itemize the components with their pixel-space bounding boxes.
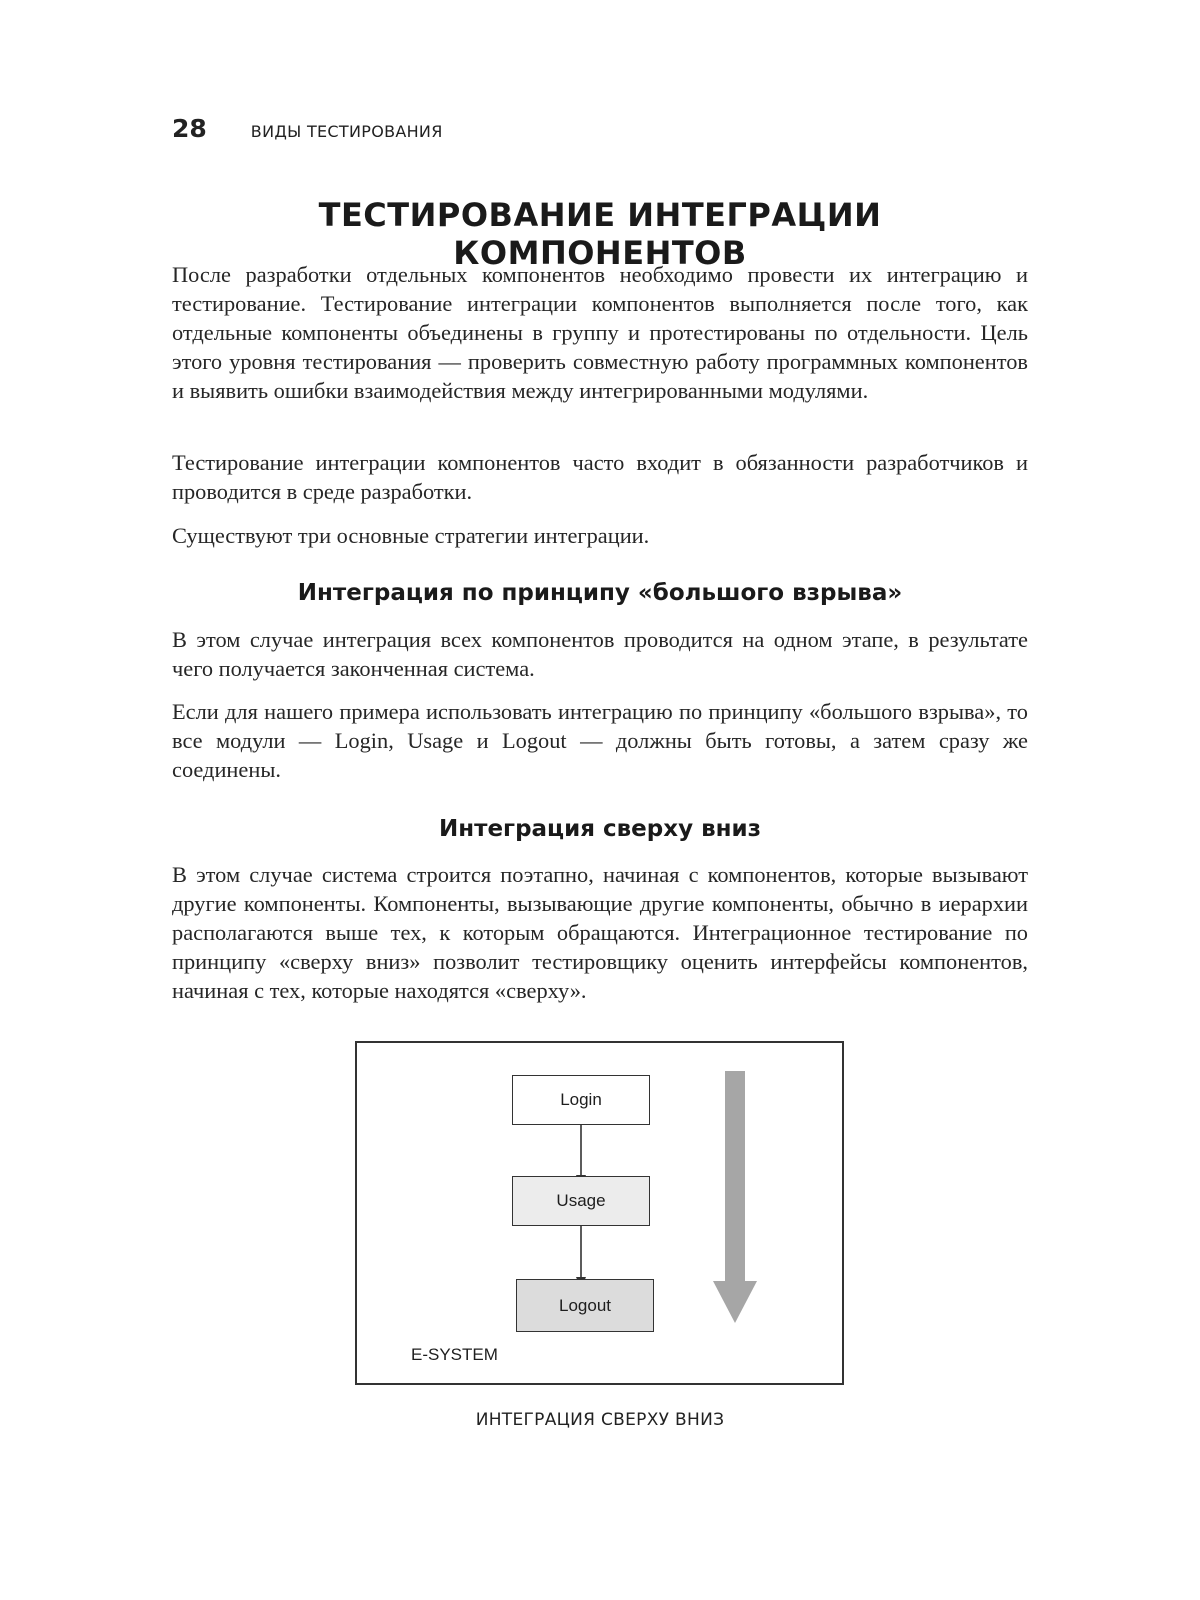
intro-paragraph-2: Тестирование интеграции компонентов часто входит в обязанности разработчиков и проводится в среде разработки. — [172, 450, 1028, 504]
module-usage — [512, 1176, 650, 1226]
big-bang-paragraph-1: В этом случае интеграция всех компонентов проводится на одном этапе, в результате чего получается законченная система. — [172, 627, 1028, 681]
running-head — [172, 114, 443, 150]
top-down-paragraph-1: В этом случае система строится поэтапно, начиная с компонентов, которые вызывают другие компоненты. Компоненты, вызывающие другие компоненты, обычно в иерархии располагаются выше тех, к которым обращаются. Интеграционное тестирование по принципу «сверху вниз» позволит тестировщику оценить интерфейсы компонентов, начиная с тех, которые находятся «сверху». — [172, 862, 1028, 1003]
module-logout — [516, 1279, 654, 1332]
page-number: 28 — [172, 114, 207, 143]
module-logout-label: Logout — [559, 1295, 611, 1315]
intro-paragraph-1: После разработки отдельных компонентов необходимо провести их интеграцию и тестирование. Тестирование интеграции компонентов выполняется после того, как отдельные компоненты объединены в группу и протестированы по отдельности. Цель этого уровня тестирования — проверить совместную работу программных компонентов и выявить ошибки взаимодействия между интегрированными модулями. — [172, 262, 1028, 403]
running-title: ВИДЫ ТЕСТИРОВАНИЯ — [250, 122, 443, 141]
figure-caption: ИНТЕГРАЦИЯ СВЕРХУ ВНИЗ — [475, 1410, 725, 1430]
big-bang-heading: Интеграция по принципу «большого взрыва» — [297, 580, 903, 606]
module-login-label: Login — [560, 1090, 602, 1109]
chapter-title: ТЕСТИРОВАНИЕ ИНТЕГРАЦИИ КОМПОНЕНТОВ — [318, 196, 882, 272]
module-usage-label: Usage — [556, 1191, 606, 1210]
direction-arrow-shaft — [725, 1071, 745, 1283]
top-down-diagram — [355, 1041, 844, 1385]
direction-arrow-head — [713, 1281, 757, 1323]
big-bang-paragraph-2: Если для нашего примера использовать интеграцию по принципу «большого взрыва», то все модули — Login, Usage и Logout — должны быть готовы, а затем сразу же соединены. — [172, 699, 1028, 782]
intro-paragraph-3: Существуют три основные стратегии интеграции. — [172, 523, 650, 548]
top-down-heading: Интеграция сверху вниз — [438, 816, 762, 842]
module-login — [512, 1075, 650, 1125]
system-label: E-SYSTEM — [411, 1345, 498, 1364]
